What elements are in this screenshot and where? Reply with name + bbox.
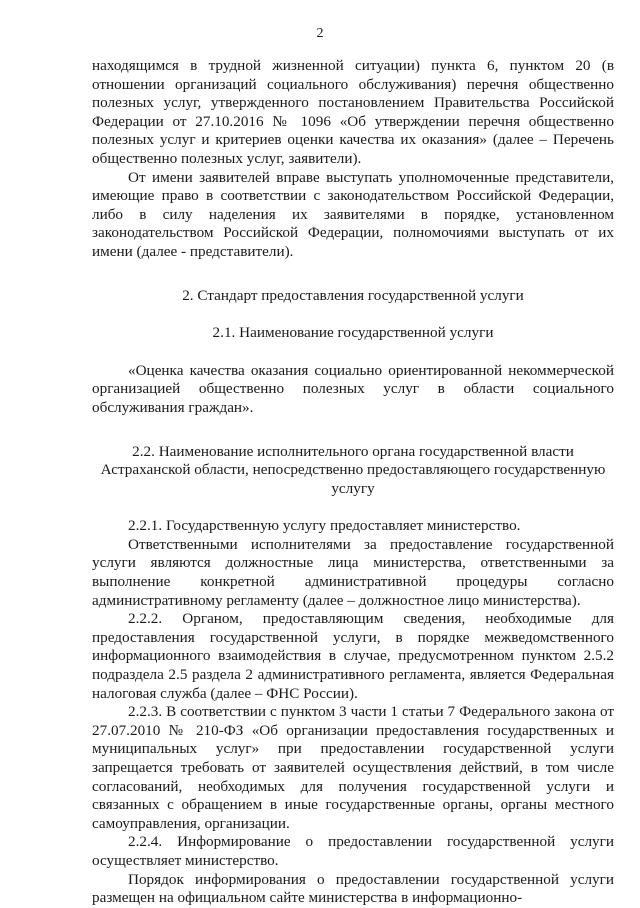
paragraph-2-2-1: 2.2.1. Государственную услугу предоставляет министерство. bbox=[128, 517, 521, 535]
paragraph-responsible-officials: Ответственными исполнителями за предоставление государственной услуги являются должностные лица министерства, ответственными за выполнение конкретной административной процедуры согласно административному регламенту (далее – должностное лицо министерства). bbox=[92, 535, 614, 609]
paragraph-applicants: находящимся в трудной жизненной ситуации) пункта 6, пунктом 20 (в отношении организаций социального обслуживания) перечня общественно полезных услуг, утвержденного постановлением Правительства Российской Федерации от 27.10.2016 № 1096 «Об утверждении перечня общественно полезных услуг и критериев оценки качества их оказания» (далее – Перечень общественно полезных услуг, заявители). bbox=[92, 57, 614, 167]
document-body bbox=[92, 57, 614, 908]
paragraph-service-name: «Оценка качества оказания социально ориентированной некоммерческой организацией общественно полезных услуг в области социального обслуживания граждан». bbox=[92, 361, 614, 416]
paragraph-2-2-4: 2.2.4. Информирование о предоставлении государственной услуги осуществляет министерство. bbox=[92, 833, 614, 869]
page-number: 2 bbox=[316, 26, 324, 41]
paragraph-information-procedure: Порядок информирования о предоставлении государственной услуги размещен на официальном сайте министерства в информационно- bbox=[92, 870, 614, 907]
paragraph-2-2-3: 2.2.3. В соответствии с пунктом 3 части 1 статьи 7 Федерального закона от 27.07.2010 № 210-ФЗ «Об организации предоставления государственных и муниципальных услуг» при предоставлении государственной услуги запрещается требовать от заявителей осуществления действий, в том числе согласований, необходимых для получения государственной услуги и связанных с обращением в иные государственные органы, органы местного самоуправления, организации. bbox=[92, 703, 614, 832]
paragraph-2-2-2: 2.2.2. Органом, предоставляющим сведения, необходимые для предоставления государственной услуги, в порядке межведомственного информационного взаимодействия в случае, предусмотренном пунктом 2.5.2 подраздела 2.5 раздела 2 административного регламента, является Федеральная налоговая служба (далее – ФНС России). bbox=[92, 610, 614, 702]
paragraph-representatives: От имени заявителей вправе выступать уполномоченные представители, имеющие право в соответствии с законодательством Российской Федерации, либо в силу наделения их заявителями в порядке, установленном законодательством Российской Федерации, полномочиями выступать от их имени (далее - представители). bbox=[92, 168, 614, 260]
subsection-heading-2-2: 2.2. Наименование исполнительного органа государственной власти Астраханской области, непосредственно предоставляющего государственную услугу bbox=[100, 442, 606, 497]
subsection-heading-2-1: 2.1. Наименование государственной услуги bbox=[212, 324, 494, 342]
section-heading-2: 2. Стандарт предоставления государственной услуги bbox=[182, 286, 524, 304]
